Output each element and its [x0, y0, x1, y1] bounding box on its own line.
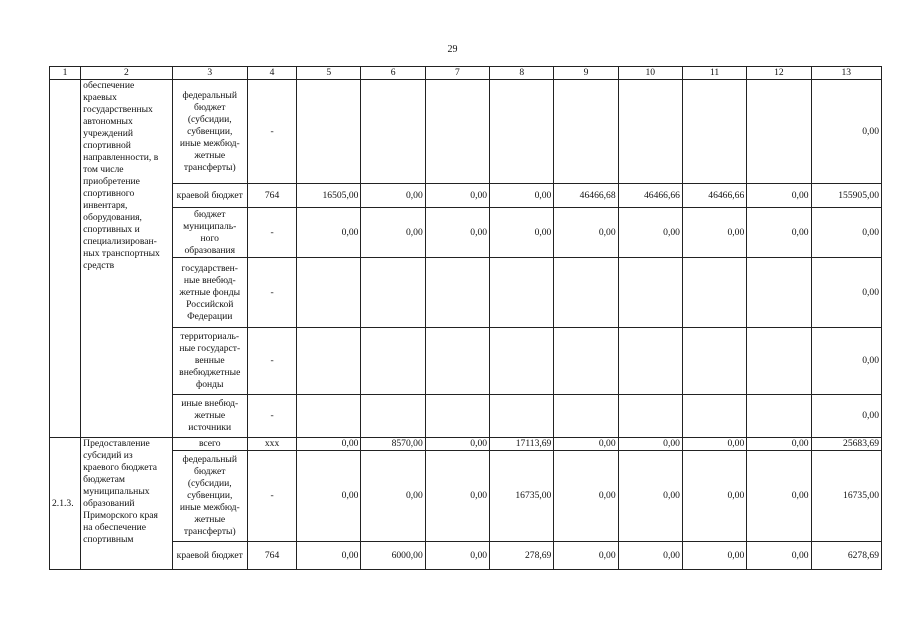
value-cell: 0,00 — [490, 184, 554, 208]
total-cell: 0,00 — [811, 208, 881, 258]
value-cell: 0,00 — [297, 438, 361, 451]
total-cell: 0,00 — [811, 258, 881, 328]
value-cell: 0,00 — [682, 438, 746, 451]
code-cell: - — [247, 395, 296, 438]
value-cell: 0,00 — [425, 184, 489, 208]
code-cell: 764 — [247, 184, 296, 208]
column-number-cell: 3 — [172, 67, 247, 80]
table-row — [50, 258, 882, 328]
value-cell: 16735,00 — [490, 451, 554, 542]
page-number: 29 — [447, 44, 458, 55]
value-cell — [618, 395, 682, 438]
value-cell: 0,00 — [361, 451, 425, 542]
total-cell: 16735,00 — [811, 451, 881, 542]
value-cell: 46466,66 — [682, 184, 746, 208]
budget-table — [49, 66, 882, 570]
value-cell: 0,00 — [747, 542, 811, 570]
funding-source-cell: всего — [172, 438, 247, 451]
table-row — [50, 438, 882, 451]
value-cell — [682, 328, 746, 395]
code-cell: - — [247, 80, 296, 184]
column-number-cell: 5 — [297, 67, 361, 80]
value-cell: 0,00 — [297, 208, 361, 258]
value-cell: 17113,69 — [490, 438, 554, 451]
column-number-cell: 6 — [361, 67, 425, 80]
section-a-name-cell: обеспечение краевых государственных автономных учреждений спортивной направленности, в том числе приобретение спортивного инвентаря, оборудования, спортивных и специализирован- ных транспортных средств — [81, 80, 172, 438]
funding-source-cell: краевой бюджет — [172, 542, 247, 570]
value-cell: 0,00 — [618, 542, 682, 570]
value-cell: 0,00 — [682, 542, 746, 570]
value-cell — [682, 395, 746, 438]
value-cell — [425, 80, 489, 184]
table-row — [50, 80, 882, 184]
value-cell: 6000,00 — [361, 542, 425, 570]
value-cell: 0,00 — [618, 438, 682, 451]
table-row — [50, 395, 882, 438]
total-cell: 6278,69 — [811, 542, 881, 570]
value-cell — [297, 395, 361, 438]
funding-source-cell: иные внебюд- жетные источники — [172, 395, 247, 438]
value-cell — [747, 258, 811, 328]
value-cell: 0,00 — [490, 208, 554, 258]
value-cell — [361, 80, 425, 184]
column-number-cell: 7 — [425, 67, 489, 80]
section-b-number-cell: 2.1.3. — [50, 438, 81, 570]
value-cell — [361, 395, 425, 438]
value-cell: 0,00 — [747, 184, 811, 208]
value-cell: 0,00 — [425, 438, 489, 451]
funding-source-cell: бюджет муниципаль- ного образования — [172, 208, 247, 258]
value-cell: 0,00 — [554, 438, 618, 451]
code-cell: - — [247, 328, 296, 395]
value-cell — [618, 258, 682, 328]
section-b-name-cell: Предоставление субсидий из краевого бюджета бюджетам муниципальных образований Приморского края на обеспечение спортивным — [81, 438, 172, 570]
value-cell: 8570,00 — [361, 438, 425, 451]
value-cell: 0,00 — [747, 438, 811, 451]
column-number-cell: 4 — [247, 67, 296, 80]
value-cell — [425, 395, 489, 438]
section-a-number-cell — [50, 80, 81, 438]
value-cell — [361, 328, 425, 395]
column-number-cell: 1 — [50, 67, 81, 80]
value-cell: 0,00 — [747, 451, 811, 542]
value-cell — [682, 80, 746, 184]
table-row — [50, 542, 882, 570]
value-cell — [490, 80, 554, 184]
value-cell — [747, 80, 811, 184]
value-cell: 0,00 — [361, 184, 425, 208]
value-cell: 0,00 — [554, 451, 618, 542]
column-number-cell: 12 — [747, 67, 811, 80]
total-cell: 155905,00 — [811, 184, 881, 208]
value-cell — [425, 328, 489, 395]
table-row — [50, 328, 882, 395]
value-cell — [554, 328, 618, 395]
value-cell — [490, 258, 554, 328]
value-cell: 0,00 — [361, 208, 425, 258]
value-cell — [297, 328, 361, 395]
value-cell: 0,00 — [297, 451, 361, 542]
value-cell: 46466,68 — [554, 184, 618, 208]
code-cell: - — [247, 258, 296, 328]
value-cell — [554, 395, 618, 438]
code-cell: - — [247, 208, 296, 258]
value-cell — [425, 258, 489, 328]
value-cell — [297, 258, 361, 328]
value-cell — [618, 80, 682, 184]
total-cell: 0,00 — [811, 328, 881, 395]
value-cell: 46466,66 — [618, 184, 682, 208]
value-cell: 0,00 — [554, 208, 618, 258]
value-cell — [747, 395, 811, 438]
value-cell: 0,00 — [747, 208, 811, 258]
value-cell: 16505,00 — [297, 184, 361, 208]
column-number-cell: 9 — [554, 67, 618, 80]
value-cell: 0,00 — [425, 451, 489, 542]
column-number-cell: 8 — [490, 67, 554, 80]
value-cell: 278,69 — [490, 542, 554, 570]
value-cell — [618, 328, 682, 395]
value-cell — [682, 258, 746, 328]
value-cell — [490, 395, 554, 438]
code-cell: 764 — [247, 542, 296, 570]
value-cell: 0,00 — [682, 208, 746, 258]
value-cell: 0,00 — [618, 451, 682, 542]
value-cell — [554, 80, 618, 184]
value-cell — [490, 328, 554, 395]
value-cell — [554, 258, 618, 328]
value-cell — [361, 258, 425, 328]
header-row — [50, 67, 882, 80]
column-number-cell: 2 — [81, 67, 172, 80]
value-cell: 0,00 — [297, 542, 361, 570]
funding-source-cell: государствен- ные внебюд- жетные фонды Российской Федерации — [172, 258, 247, 328]
funding-source-cell: федеральный бюджет (субсидии, субвенции, иные межбюд- жетные трансферты) — [172, 80, 247, 184]
total-cell: 25683,69 — [811, 438, 881, 451]
value-cell: 0,00 — [425, 542, 489, 570]
funding-source-cell: федеральный бюджет (субсидии, субвенции, иные межбюд- жетные трансферты) — [172, 451, 247, 542]
column-number-cell: 10 — [618, 67, 682, 80]
value-cell: 0,00 — [682, 451, 746, 542]
table-row — [50, 451, 882, 542]
column-number-cell: 13 — [811, 67, 881, 80]
code-cell: - — [247, 451, 296, 542]
table-row — [50, 208, 882, 258]
total-cell: 0,00 — [811, 395, 881, 438]
column-number-cell: 11 — [682, 67, 746, 80]
funding-source-cell: территориаль- ные государст- венные внебюджетные фонды — [172, 328, 247, 395]
value-cell: 0,00 — [618, 208, 682, 258]
value-cell — [747, 328, 811, 395]
funding-source-cell: краевой бюджет — [172, 184, 247, 208]
table-row — [50, 184, 882, 208]
value-cell: 0,00 — [554, 542, 618, 570]
value-cell: 0,00 — [425, 208, 489, 258]
code-cell: ххх — [247, 438, 296, 451]
total-cell: 0,00 — [811, 80, 881, 184]
value-cell — [297, 80, 361, 184]
